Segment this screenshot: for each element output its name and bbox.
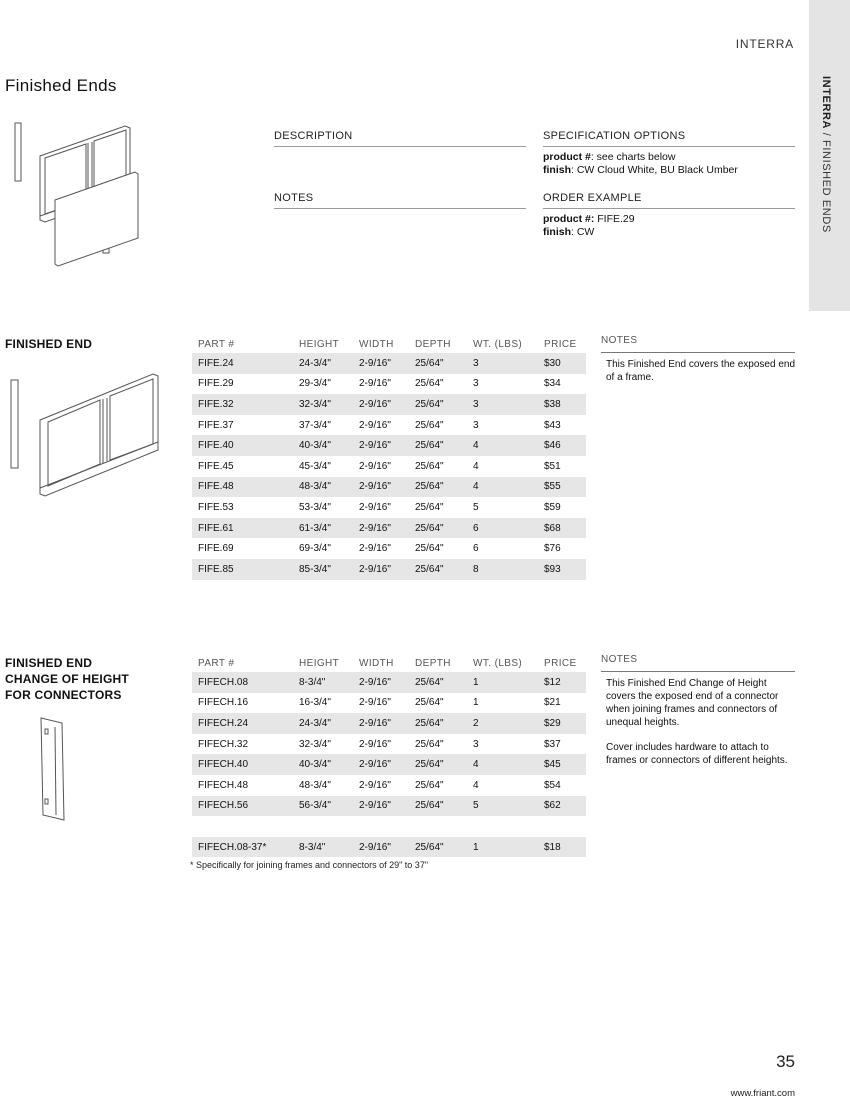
table-cell: $38 [544,398,561,410]
table-row [192,435,586,456]
table-row [192,518,586,539]
table-cell: 16-3/4" [299,697,331,709]
table-cell: 2-9/16" [359,779,391,791]
table-cell: $21 [544,697,561,709]
table-cell: 8 [473,563,479,575]
table-cell: 25/64" [415,398,444,410]
table-cell: 25/64" [415,563,444,575]
table-cell: 53-3/4" [299,501,331,513]
table-cell: 40-3/4" [299,440,331,452]
order-example-block: ORDER EXAMPLE product #: FIFE.29 finish: CW [543,192,795,239]
table-cell: 2-9/16" [359,398,391,410]
table-cell: 8-3/4" [299,676,326,688]
table-cell: 1 [473,676,479,688]
table-cell: 4 [473,460,479,472]
table-cell: 2-9/16" [359,522,391,534]
table-cell: FIFE.24 [198,357,234,369]
table-cell: 25/64" [415,676,444,688]
table-cell: 25/64" [415,501,444,513]
table-cell: FIFE.61 [198,522,234,534]
table-cell: $12 [544,676,561,688]
table-cell: FIFE.53 [198,501,234,513]
table-cell: 25/64" [415,440,444,452]
table-cell: 6 [473,522,479,534]
table-row [192,775,586,796]
description-block [274,130,526,147]
table-cell: 2-9/16" [359,501,391,513]
table-row [192,538,586,559]
table-row [192,713,586,734]
table-cell: 2-9/16" [359,800,391,812]
section2-title: FINISHED END CHANGE OF HEIGHT FOR CONNECTORS [5,656,129,702]
table-cell: 25/64" [415,738,444,750]
table-row [192,754,586,775]
table-cell: 2-9/16" [359,738,391,750]
table-cell: 4 [473,440,479,452]
table-cell: 25/64" [415,779,444,791]
table-cell: FIFECH.40 [198,759,249,771]
table-cell: 3 [473,378,479,390]
table-cell: $54 [544,779,561,791]
order-example-label: ORDER EXAMPLE [543,192,795,209]
table-cell: 2-9/16" [359,563,391,575]
table-cell: FIFECH.24 [198,717,249,729]
table-row [192,477,586,498]
table-header: PART # HEIGHT WIDTH DEPTH WT. (LBS) PRICE [198,657,577,669]
table-header: PART # HEIGHT WIDTH DEPTH WT. (LBS) PRICE [198,338,577,350]
table-cell: FIFE.37 [198,419,234,431]
finished-end-table [192,335,586,580]
table-cell: 25/64" [415,419,444,431]
section1-notes [601,335,795,396]
table-cell: 2-9/16" [359,357,391,369]
table-cell: $37 [544,738,561,750]
table-cell: 25/64" [415,357,444,369]
table-row [192,353,586,374]
change-of-height-illustration [38,715,68,825]
table-cell: $93 [544,563,561,575]
table-row [192,415,586,436]
spec-options-block: SPECIFICATION OPTIONS product #: see charts below finish: CW Cloud White, BU Black Umber [543,130,795,177]
table-cell: 25/64" [415,697,444,709]
table-cell: 2-9/16" [359,717,391,729]
table-cell: 25/64" [415,800,444,812]
table-cell: $55 [544,481,561,493]
table-cell: 2-9/16" [359,676,391,688]
table-cell: $45 [544,759,561,771]
section2-note: This Finished End Change of Height covers the exposed end of a connector when joining frames and connectors of unequal heights. [606,678,779,728]
finished-ends-illustration [10,118,140,268]
section1-title: FINISHED END [5,337,93,351]
table-cell: $76 [544,543,561,555]
spec-options-label: SPECIFICATION OPTIONS [543,130,795,147]
table-row [192,559,586,580]
website-link[interactable]: www.friant.com [730,1088,795,1099]
table-row: FIFECH.08-37* 8-3/4" 2-9/16" 25/64" 1 $18 [192,837,586,858]
table-cell: FIFECH.32 [198,738,249,750]
table-cell: $34 [544,378,561,390]
table-cell: 5 [473,501,479,513]
notes-header: NOTES [601,335,795,353]
page-number: 35 [776,1052,795,1071]
table-cell: 85-3/4" [299,563,331,575]
table-cell: 25/64" [415,522,444,534]
table-cell: $29 [544,717,561,729]
notes-header: NOTES [601,654,795,672]
table-cell: FIFECH.48 [198,779,249,791]
table-cell: 3 [473,357,479,369]
brand-label: INTERRA [735,37,794,51]
table-cell: FIFE.40 [198,440,234,452]
table-cell: 3 [473,738,479,750]
side-tab-label: INTERRA / FINISHED ENDS [820,76,832,233]
table-cell: 25/64" [415,543,444,555]
table-cell: FIFE.85 [198,563,234,575]
table-cell: 2-9/16" [359,419,391,431]
finished-end-illustration [8,372,163,497]
table-row [192,394,586,415]
table-row [192,796,586,817]
section2-note: Cover includes hardware to attach to frames or connectors of different heights. [606,742,788,766]
table-cell: FIFE.69 [198,543,234,555]
table-cell: 2-9/16" [359,697,391,709]
table-cell: $59 [544,501,561,513]
table-cell: 24-3/4" [299,357,331,369]
table-row [192,693,586,714]
table-cell: 45-3/4" [299,460,331,472]
table-row [192,374,586,395]
table-cell: FIFE.48 [198,481,234,493]
table-row [192,734,586,755]
table-cell: FIFE.29 [198,378,234,390]
table-cell: $62 [544,800,561,812]
table-cell: FIFE.32 [198,398,234,410]
table-cell: 29-3/4" [299,378,331,390]
table-cell: 2-9/16" [359,460,391,472]
table-row [192,456,586,477]
table-cell: 25/64" [415,481,444,493]
table-cell: 3 [473,419,479,431]
section2-notes [601,654,795,779]
spacer-row [192,816,586,837]
table-cell: $68 [544,522,561,534]
table-cell: 56-3/4" [299,800,331,812]
table-cell: 61-3/4" [299,522,331,534]
footnote: * Specifically for joining frames and connectors of 29" to 37" [190,860,429,870]
table-cell: $43 [544,419,561,431]
table-cell: 32-3/4" [299,398,331,410]
table-cell: 25/64" [415,378,444,390]
table-cell: 2 [473,717,479,729]
table-cell: 4 [473,779,479,791]
table-row [192,497,586,518]
table-cell: 5 [473,800,479,812]
table-cell: $51 [544,460,561,472]
table-cell: 2-9/16" [359,543,391,555]
notes-block [274,192,526,209]
table-cell: 3 [473,398,479,410]
table-cell: FIFE.45 [198,460,234,472]
table-cell: 25/64" [415,460,444,472]
table-cell: FIFECH.16 [198,697,249,709]
table-cell: 37-3/4" [299,419,331,431]
change-of-height-table [192,654,586,857]
table-cell: 25/64" [415,759,444,771]
table-cell: 48-3/4" [299,481,331,493]
section1-note: This Finished End covers the exposed end of a frame. [606,359,795,383]
table-cell: 2-9/16" [359,440,391,452]
table-cell: 69-3/4" [299,543,331,555]
table-cell: 40-3/4" [299,759,331,771]
table-cell: FIFECH.56 [198,800,249,812]
table-cell: 32-3/4" [299,738,331,750]
table-cell: 25/64" [415,717,444,729]
table-cell: 48-3/4" [299,779,331,791]
table-cell: 4 [473,481,479,493]
table-cell: 6 [473,543,479,555]
table-row [192,672,586,693]
description-label: DESCRIPTION [274,130,526,147]
table-cell: $30 [544,357,561,369]
table-cell: 24-3/4" [299,717,331,729]
table-cell: 2-9/16" [359,378,391,390]
table-cell: FIFECH.08 [198,676,249,688]
page-title: Finished Ends [5,76,117,95]
table-cell: 4 [473,759,479,771]
table-cell: 2-9/16" [359,481,391,493]
table-cell: 2-9/16" [359,759,391,771]
notes-label: NOTES [274,192,526,209]
table-cell: $46 [544,440,561,452]
table-cell: 1 [473,697,479,709]
